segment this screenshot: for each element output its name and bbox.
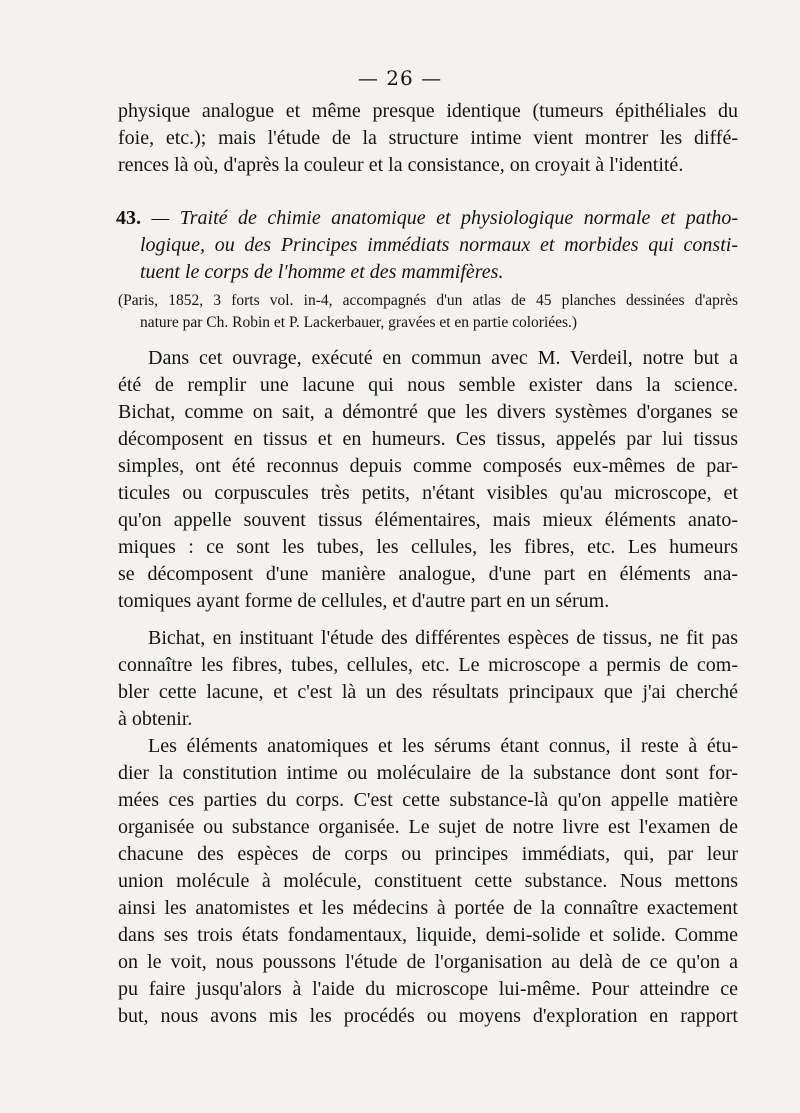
text-line: Dans cet ouvrage, exécuté en commun avec M. Verdeil, notre but a: [148, 347, 738, 369]
text-line: décomposent en tissus et en humeurs. Ces tissus, appelés par lui tissus: [118, 428, 738, 450]
text-line: mées ces parties du corps. C'est cette substance-là qu'on appelle matière: [118, 789, 738, 811]
text-line: miques : ce sont les tubes, les cellules, les fibres, etc. Les humeurs: [118, 536, 738, 558]
note-line: nature par Ch. Robin et P. Lackerbauer, gravées et en partie coloriées.): [140, 314, 578, 331]
entry-title-text: — Traité de chimie anatomique et physiologique normale et patho-: [151, 207, 738, 229]
text-line: été de remplir une lacune qui nous semble exister dans la science.: [118, 374, 738, 396]
text-line: ainsi les anatomistes et les médecins à portée de la connaître exactement: [118, 897, 738, 919]
text-line: Bichat, comme on sait, a démontré que les divers systèmes d'organes se: [118, 401, 738, 423]
text-line: simples, ont été reconnus depuis comme composés eux-mêmes de par-: [118, 455, 738, 477]
entry-number: 43.: [116, 207, 141, 229]
bibliography-entry-43: [118, 205, 738, 286]
paragraph-elements: [118, 733, 738, 1030]
page-number: — 26 —: [357, 66, 443, 90]
paragraph-bichat: [118, 625, 738, 733]
entry-title-text: logique, ou des Principes immédiats normaux et morbides qui consti-: [140, 234, 738, 256]
text-line: dans ses trois états fondamentaux, liquide, demi-solide et solide. Comme: [118, 924, 738, 946]
note-line: (Paris, 1852, 3 forts vol. in-4, accompagnés d'un atlas de 45 planches dessinées d'après: [118, 292, 738, 309]
text-line: à obtenir.: [118, 708, 193, 730]
text-line: connaître les fibres, tubes, cellules, etc. Le microscope a permis de com-: [118, 654, 738, 676]
entry-title-line: [118, 259, 738, 286]
entry-title-line: [116, 205, 738, 232]
text-line: pu faire jusqu'alors à l'aide du microscope lui-même. Pour atteindre ce: [118, 978, 738, 1000]
text-line: chacune des espèces de corps ou principes immédiats, qui, par leur: [118, 843, 738, 865]
publication-note: [118, 290, 738, 334]
text-line: rences là où, d'après la couleur et la consistance, on croyait à l'identité.: [118, 154, 684, 176]
text-line: bler cette lacune, et c'est là un des résultats principaux que j'ai cherché: [118, 681, 738, 703]
text-line: tomiques ayant forme de cellules, et d'autre part en un sérum.: [118, 590, 610, 612]
text-line: ticules ou corpuscules très petits, n'étant visibles qu'au microscope, et: [118, 482, 738, 504]
text-line: Les éléments anatomiques et les sérums étant connus, il reste à étu-: [148, 735, 738, 757]
text-line: se décomposent d'une manière analogue, d'une part en éléments ana-: [118, 563, 738, 585]
text-line: qu'on appelle souvent tissus élémentaires, mais mieux éléments anato-: [118, 509, 738, 531]
text-line: organisée ou substance organisée. Le sujet de notre livre est l'examen de: [118, 816, 738, 838]
paragraph-continued: [118, 98, 738, 179]
text-line: on le voit, nous poussons l'étude de l'organisation au delà de ce qu'on a: [118, 951, 738, 973]
entry-title-line: [118, 232, 738, 259]
paragraph-ouvrage: [118, 345, 738, 615]
text-line: dier la constitution intime ou moléculaire de la substance dont sont for-: [118, 762, 738, 784]
text-line: union molécule à molécule, constituent cette substance. Nous mettons: [118, 870, 738, 892]
text-line: physique analogue et même presque identique (tumeurs épithéliales du: [118, 100, 738, 122]
text-line: foie, etc.); mais l'étude de la structure intime vient montrer les diffé-: [118, 127, 738, 149]
text-line: but, nous avons mis les procédés ou moyens d'exploration en rapport: [118, 1005, 738, 1027]
entry-title-text: tuent le corps de l'homme et des mammifères.: [140, 261, 504, 283]
text-line: Bichat, en instituant l'étude des différentes espèces de tissus, ne fit pas: [148, 627, 738, 649]
